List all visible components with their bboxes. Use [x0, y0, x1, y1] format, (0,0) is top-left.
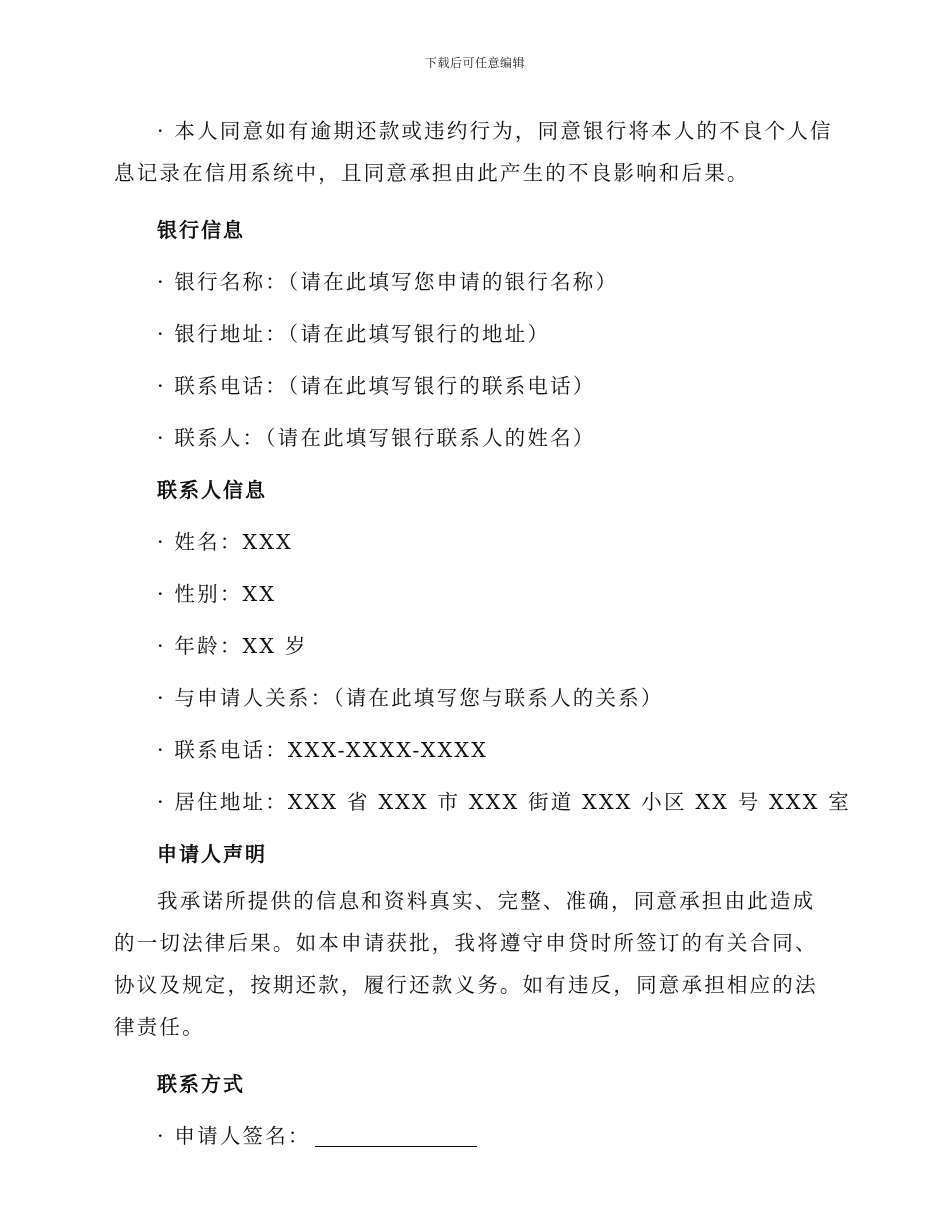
contact-gender-item: · 性别：XX	[157, 582, 277, 606]
bank-phone-item: · 联系电话：（请在此填写银行的联系电话）	[157, 374, 596, 398]
header-note: 下载后可任意编辑	[424, 56, 525, 70]
contact-address-item: · 居住地址：XXX 省 XXX 市 XXX 街道 XXX 小区 XX 号 XXX 室	[157, 790, 851, 814]
bank-contact-person-item: · 联系人：（请在此填写银行联系人的姓名）	[157, 426, 596, 450]
contact-relationship-item: · 与申请人关系：（请在此填写您与联系人的关系）	[157, 686, 664, 710]
contact-age-item: · 年龄：XX 岁	[157, 634, 308, 658]
intro-paragraph: · 本人同意如有逾期还款或违约行为，同意银行将本人的不良个人信息记录在信用系统中，且同意承担由此产生的不良影响和后果。	[114, 119, 833, 185]
contact-info-heading: 联系人信息	[157, 478, 267, 502]
bank-address-item: · 银行地址：（请在此填写银行的地址）	[157, 322, 551, 346]
declaration-heading: 申请人声明	[157, 842, 267, 866]
bank-name-item: · 银行名称：（请在此填写您申请的银行名称）	[157, 270, 619, 294]
signature-row	[114, 1110, 834, 1162]
signature-blank-line[interactable]	[315, 1124, 477, 1147]
bank-info-heading: 银行信息	[157, 218, 245, 242]
contact-phone-item: · 联系电话：XXX-XXXX-XXXX	[157, 738, 488, 762]
signature-label: · 申请人签名：	[157, 1124, 311, 1148]
contact-name-item: · 姓名：XXX	[157, 530, 293, 554]
contact-method-heading: 联系方式	[157, 1072, 245, 1096]
declaration-paragraph: 我承诺所提供的信息和资料真实、完整、准确，同意承担由此造成的一切法律后果。如本申请获批，我将遵守申贷时所签订的有关合同、协议及规定，按期还款，履行还款义务。如有违反，同意承担相应的法律责任。	[114, 889, 818, 1039]
document-body	[114, 110, 851, 1162]
